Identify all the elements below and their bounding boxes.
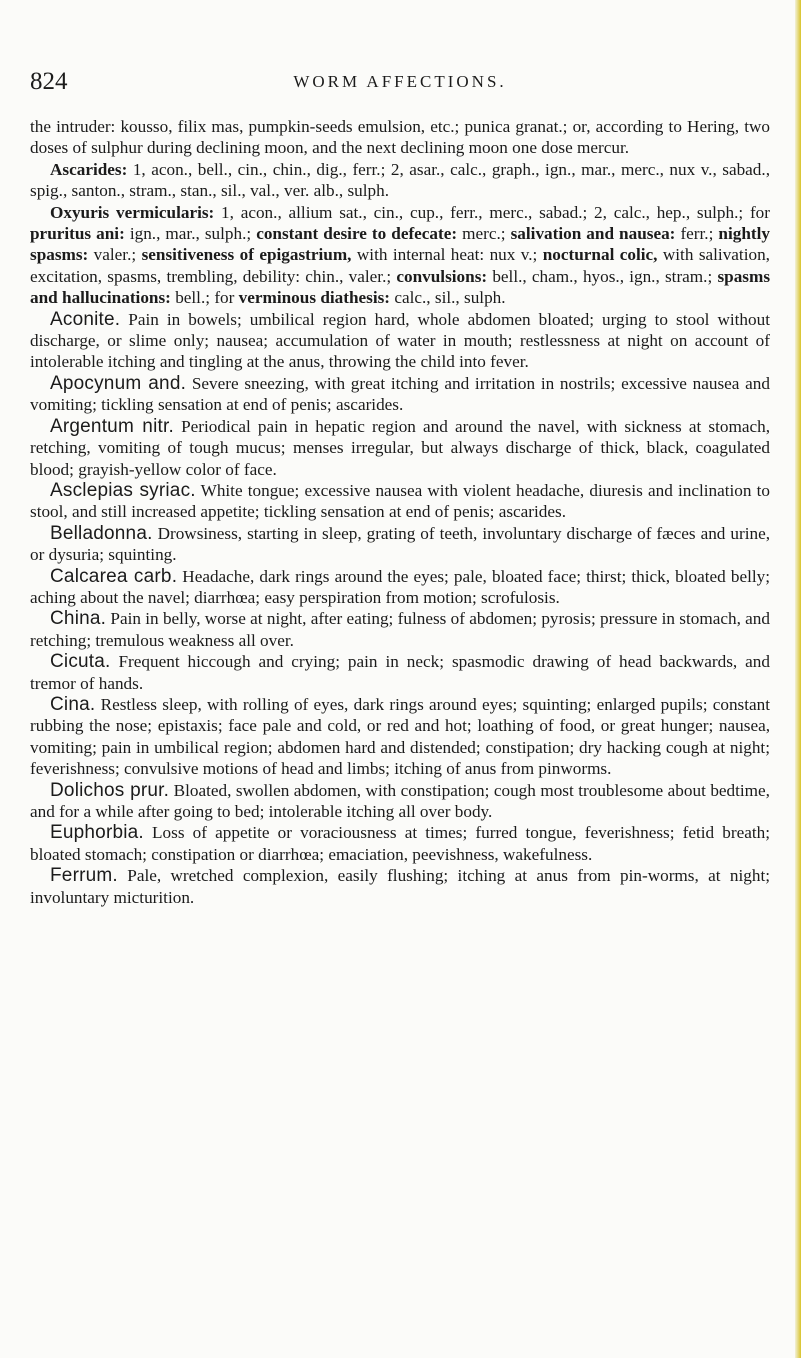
remedy-name: Aconite.: [50, 308, 121, 330]
text-run: calc., sil., sulph.: [390, 288, 506, 308]
bold-term: nocturnal colic,: [542, 245, 658, 265]
remedy-name: Dolichos prur.: [50, 779, 170, 801]
remedy-paragraph: [30, 309, 770, 373]
body-text: [30, 116, 770, 908]
remedy-description: Pain in bowels; umbilical region hard, whole abdomen bloated; urging to stool without discharge, or slime only; nausea; accumulation of water in mouth; restlessness at night on account of intolerable itching and tingling at the anus, throwing the child into fever.: [30, 309, 770, 372]
text-run: with internal heat: nux v.;: [351, 245, 543, 265]
remedy-paragraph: [30, 416, 770, 480]
section-paragraph: [30, 202, 770, 309]
text-run: 1, acon., allium sat., cin., cup., ferr., merc., sabad.; 2, calc., hep., sulph.; for: [214, 202, 770, 222]
bold-term: spasms and hallucinations:: [30, 266, 771, 308]
remedy-name: Ferrum.: [50, 865, 118, 887]
remedy-name: Calcarea carb.: [50, 565, 178, 587]
bold-term: sensitiveness of epigastrium,: [141, 245, 352, 265]
remedy-paragraph: [30, 523, 770, 566]
text-run: with salivation, excitation, spasms, trembling, debility: chin., valer.;: [30, 245, 770, 286]
continued-paragraph: [30, 116, 770, 159]
remedy-description: Severe sneezing, with great itching and irritation in nostrils; excessive nausea and vomiting; tickling sensation at end of penis; ascarides.: [30, 373, 770, 415]
page-number: 824: [30, 68, 68, 95]
remedy-name: Cicuta.: [50, 651, 111, 673]
remedy-name: Argentum nitr.: [50, 415, 174, 437]
bold-term: constant desire to defecate:: [256, 224, 458, 244]
bold-term: pruritus ani:: [30, 224, 125, 244]
remedy-description: Drowsiness, starting in sleep, grating of teeth, involuntary discharge of fæces and urine, or dysuria; squinting.: [30, 523, 770, 565]
text-run: bell.; for: [170, 288, 239, 308]
bold-term: nightly spasms:: [30, 224, 770, 265]
remedy-paragraph: [30, 566, 770, 609]
remedy-description: Pain in belly, worse at night, after eating; fulness of abdomen; pyrosis; pressure in stomach, and retching; tremulous weakness all over.: [30, 609, 770, 650]
remedy-paragraph: [30, 694, 770, 780]
section-paragraph: [30, 159, 770, 202]
remedy-description: Restless sleep, with rolling of eyes, dark rings around eyes; squinting; enlarged pupils; constant rubbing the nose; epistaxis; face pale and cold, or red and hot; loathing of food, or great hunger; nausea, vomiting; pain in umbilical region; abdomen hard and distended; constipation; dry hacking cough at night; feverishness; convulsive motions of head and limbs; itching of anus from pinworms.: [30, 694, 770, 779]
remedy-description: Bloated, swollen abdomen, with constipation; cough most troublesome about bedtime, and for a while after going to bed; intolerable itching all over body.: [30, 780, 770, 821]
running-head: WORM AFFECTIONS.: [293, 72, 507, 91]
remedy-description: Frequent hiccough and crying; pain in neck; spasmodic drawing of head backwards, and tremor of hands.: [30, 652, 770, 693]
text-run: 1, acon., bell., cin., chin., dig., ferr.; 2, asar., calc., graph., ign., mar., merc., nux v., sabad., spig., santon., stram., stan., sil., val., ver. alb., sulph.: [30, 159, 770, 201]
remedy-paragraph: [30, 865, 770, 908]
text-run: valer.;: [88, 245, 142, 265]
bold-term: verminous diathesis:: [238, 288, 391, 308]
remedy-paragraph: [30, 822, 770, 865]
text-run: the intruder: kousso, filix mas, pumpkin-seeds emulsion, etc.; punica granat.; or, according to Hering, two doses of sulphur during declining moon, and the next declining moon one dose mercur.: [30, 117, 770, 158]
remedy-paragraph: [30, 373, 770, 416]
remedy-description: Pale, wretched complexion, easily flushing; itching at anus from pin-worms, at night; involuntary micturition.: [30, 866, 770, 907]
remedy-name: Cina.: [50, 693, 96, 715]
page-edge-decoration: [795, 0, 801, 1358]
remedy-name: Apocynum and.: [50, 372, 187, 394]
remedy-paragraph: [30, 780, 770, 823]
remedy-paragraph: [30, 480, 770, 523]
remedy-name: Asclepias syriac.: [50, 479, 196, 501]
bold-term: convulsions:: [396, 266, 488, 286]
bold-term: salivation and nausea:: [510, 224, 676, 244]
text-run: merc.;: [457, 224, 511, 244]
remedy-description: Periodical pain in hepatic region and around the navel, with sickness at stomach, retching, vomiting of tough mucus; menses irregular, but always discharge of thick, black, coagulated blood; grayish-yellow color of face.: [30, 416, 770, 479]
remedy-description: Headache, dark rings around the eyes; pale, bloated face; thirst; thick, bloated belly; aching about the navel; diarrhœa; easy perspiration from motion; scrofulosis.: [30, 566, 770, 607]
bold-term: Oxyuris vermicularis:: [50, 202, 215, 222]
text-run: bell., cham., hyos., ign., stram.;: [487, 266, 718, 286]
text-run: ign., mar., sulph.;: [124, 224, 257, 244]
remedy-paragraph: [30, 608, 770, 651]
remedy-description: Loss of appetite or voraciousness at times; furred tongue, feverishness; fetid breath; bloated stomach; constipation or diarrhœa; emaciation, peevishness, wakefulness.: [30, 823, 770, 864]
remedy-description: White tongue; excessive nausea with violent headache, diuresis and inclination to stool, and still increased appetite; tickling sensation at end of penis; ascarides.: [30, 480, 770, 522]
bold-term: Ascarides:: [50, 159, 128, 179]
remedy-name: Belladonna.: [50, 522, 153, 544]
remedy-name: Euphorbia.: [50, 822, 144, 844]
remedy-paragraph: [30, 651, 770, 694]
page-header: [30, 68, 770, 102]
text-run: ferr.;: [675, 224, 719, 244]
remedy-name: China.: [50, 608, 107, 630]
